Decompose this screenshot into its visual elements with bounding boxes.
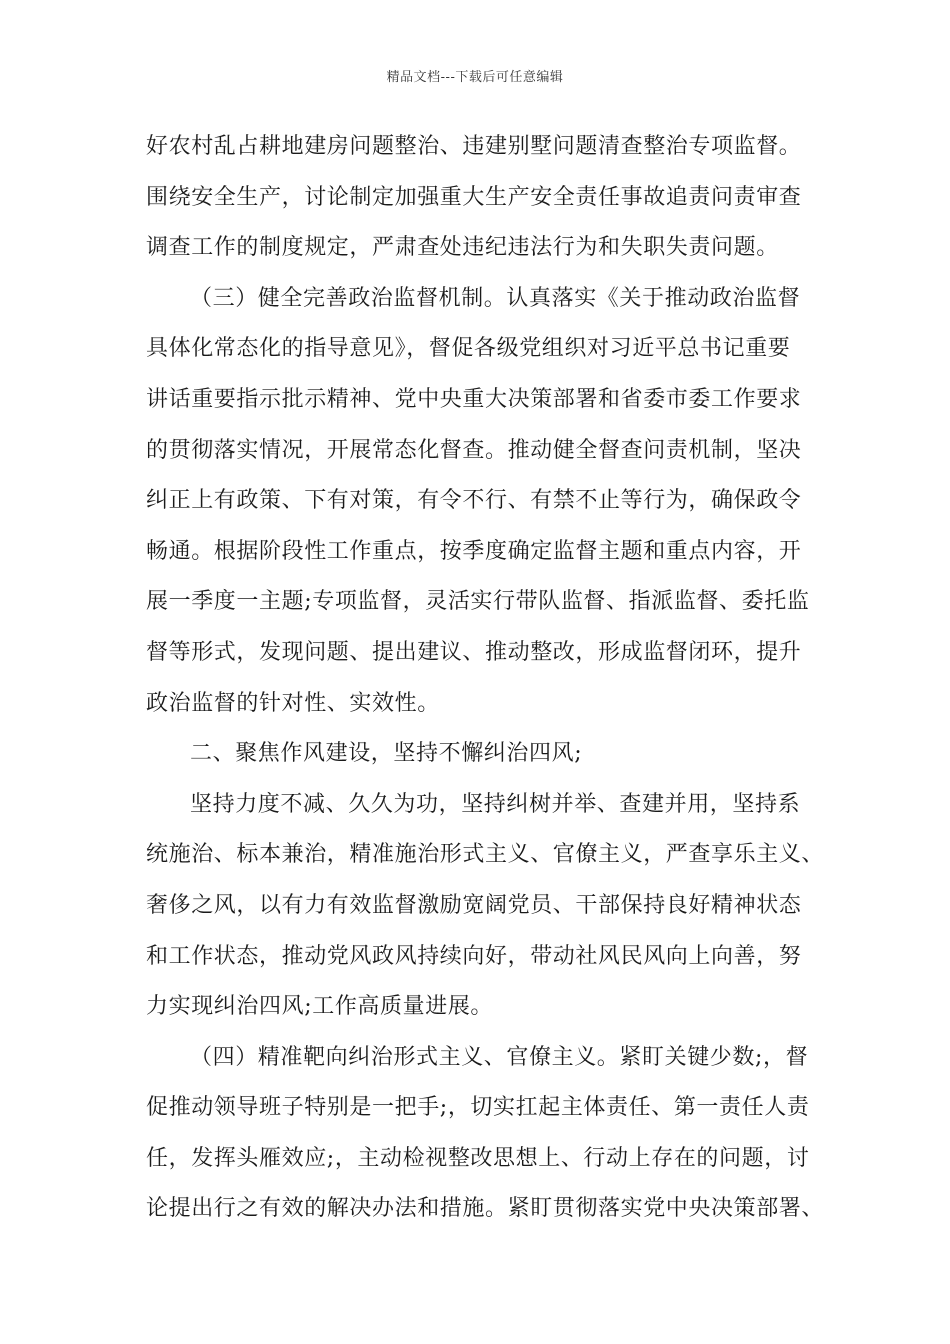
paragraph-first-line: 坚持力度不减、久久为功，坚持纠树并举、查建并用，坚持系	[190, 791, 801, 817]
body-line: 好农村乱占耕地建房问题整治、违建别墅问题清查整治专项监督。	[146, 134, 802, 159]
body-line: 围绕安全生产，讨论制定加强重大生产安全责任事故追责问责审查	[146, 184, 802, 210]
body-line: 和工作状态，推动党风政风持续向好，带动社风民风向上向善，努	[146, 943, 802, 969]
body-line: 督等形式，发现问题、提出建议、推动整改，形成监督闭环，提升	[146, 639, 802, 665]
body-line: 促推动领导班子特别是一把手;，切实扛起主体责任、第一责任人责	[146, 1095, 810, 1121]
body-line: 具体化常态化的指导意见》，督促各级党组织对习近平总书记重要	[146, 336, 791, 362]
body-line: 畅通。根据阶段性工作重点，按季度确定监督主题和重点内容，开	[146, 538, 802, 564]
section-heading-line: （三）健全完善政治监督机制。认真落实《关于推动政治监督	[190, 285, 801, 311]
body-line: 统施治、标本兼治，精准施治形式主义、官僚主义，严查享乐主义、	[146, 842, 825, 868]
body-line: 奢侈之风，以有力有效监督激励宽阔党员、干部保持良好精神状态	[146, 892, 802, 918]
section-heading-line: 二、聚焦作风建设，坚持不懈纠治四风;	[190, 741, 583, 767]
body-line: 政治监督的针对性、实效性。	[146, 690, 440, 716]
body-line: 论提出行之有效的解决办法和措施。紧盯贯彻落实党中央决策部署、	[146, 1196, 825, 1222]
section-heading-line: （四）精准靶向纠治形式主义、官僚主义。紧盯关键少数;，督	[190, 1044, 809, 1070]
page-header: 精品文档---下载后可任意编辑	[386, 70, 564, 85]
body-line: 展一季度一主题;专项监督，灵活实行带队监督、指派监督、委托监	[146, 589, 810, 615]
body-line: 讲话重要指示批示精神、党中央重大决策部署和省委市委工作要求	[146, 386, 802, 412]
document-body	[146, 130, 825, 1243]
body-line: 力实现纠治四风;工作高质量进展。	[146, 994, 494, 1020]
body-line: 的贯彻落实情况，开展常态化督查。推动健全督查问责机制，坚决	[146, 437, 802, 463]
body-line: 纠正上有政策、下有对策，有令不行、有禁不止等行为，确保政令	[146, 488, 802, 514]
body-line: 任，发挥头雁效应;，主动检视整改思想上、行动上存在的问题，讨	[146, 1145, 810, 1171]
body-line: 调查工作的制度规定，严肃查处违纪违法行为和失职失责问题。	[146, 235, 779, 261]
